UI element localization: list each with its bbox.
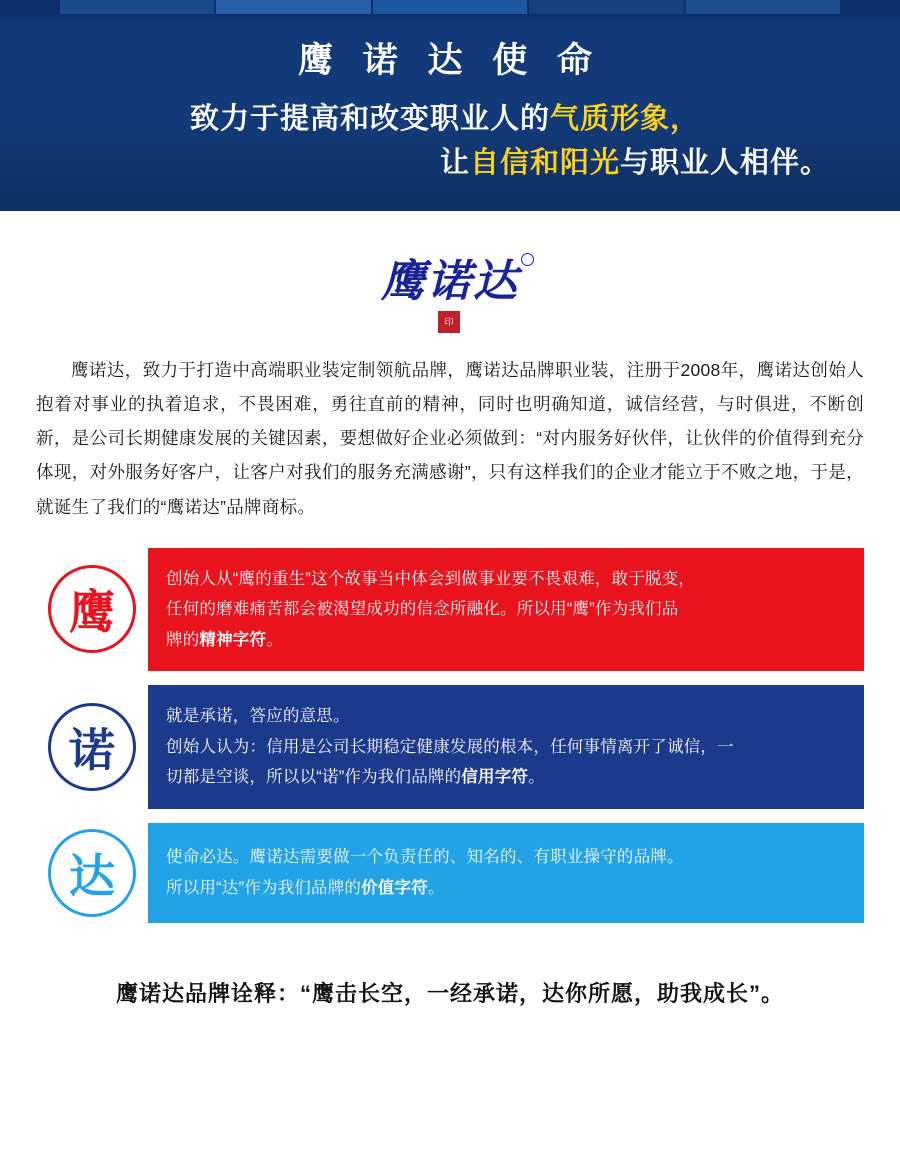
char-ring-ying xyxy=(48,565,136,653)
hero-banner xyxy=(0,18,900,211)
nuo-line-3 xyxy=(166,762,844,793)
intro-paragraph: 鹰诺达，致力于打造中高端职业装定制领航品牌，鹰诺达品牌职业装，注册于2008年，鹰诺达创始人抱着对事业的执着追求，不畏困难，勇往直前的精神，同时也明确知道，诚信经营，与时俱进，不断创新，是公司长期健康发展的关键因素，要想做好企业必须做到：“对内服务好伙伴，让伙伴的价值得到充分体现，对外服务好客户，让客户对我们的服务充满感谢”，只有这样我们的企业才能立于不败之地，于是，就诞生了我们的“鹰诺达”品牌商标。 xyxy=(36,360,864,517)
brand-logo-area xyxy=(0,211,900,345)
brand-row-ying-text xyxy=(148,548,864,672)
da-line-3 xyxy=(166,873,844,904)
ying-line-3 xyxy=(166,625,844,656)
char-badge-ying xyxy=(36,548,148,672)
da-line3-c: 。 xyxy=(427,878,445,897)
brand-row-da-text xyxy=(148,823,864,923)
hero-subtitle-line-2 xyxy=(40,142,860,186)
hero-subtitle-line-1 xyxy=(40,98,860,142)
char-badge-nuo xyxy=(36,685,148,809)
nuo-line-1: 就是承诺，答应的意思。 xyxy=(166,707,350,726)
nuo-line3-emphasis: 信用字符 xyxy=(461,768,529,787)
hero-line1-highlight: 气质形象， xyxy=(550,103,701,135)
thumbnail-2[interactable] xyxy=(216,0,370,14)
brand-logo xyxy=(360,251,540,331)
ying-line3-emphasis: 精神字符 xyxy=(199,630,267,649)
brand-slogan: 鹰诺达品牌诠释：“鹰击长空，一经承诺，达你所愿，助我成长”。 xyxy=(115,980,784,1006)
brand-row-nuo-text xyxy=(148,685,864,809)
registered-circle-icon xyxy=(521,253,534,266)
thumbnail-4[interactable] xyxy=(529,0,683,14)
thumbnail-5[interactable] xyxy=(686,0,840,14)
char-ying: 鹰 xyxy=(69,587,115,639)
brand-logo-text: 鹰诺达 xyxy=(381,257,519,306)
top-thumbnail-strip xyxy=(0,0,900,18)
hero-title: 鹰 诺 达 使 命 xyxy=(298,41,602,80)
hero-line2-prefix: 让 xyxy=(439,146,470,179)
brand-row-da xyxy=(36,823,864,923)
char-ring-da xyxy=(48,829,136,917)
brand-row-ying xyxy=(36,548,864,672)
nuo-line3-a: 切都是空谈，所以以“诺”作为我们品牌的 xyxy=(166,768,462,787)
char-da: 达 xyxy=(69,850,115,902)
brand-rows xyxy=(0,530,900,923)
thumbnail-1[interactable] xyxy=(60,0,214,14)
brand-row-nuo xyxy=(36,685,864,809)
ying-line-2: 任何的磨难痛苦都会被渴望成功的信念所融化。所以用“鹰”作为我们品 xyxy=(166,600,679,619)
char-nuo: 诺 xyxy=(69,724,115,776)
da-line3-a: 所以用“达”作为我们品牌的 xyxy=(166,878,362,897)
char-ring-nuo xyxy=(48,703,136,791)
nuo-line-2: 创始人认为：信用是公司长期稳定健康发展的根本，任何事情离开了诚信，一 xyxy=(166,737,734,756)
hero-line1-plain: 致力于提高和改变职业人的 xyxy=(189,103,550,135)
ying-line-1: 创始人从“鹰的重生”这个故事当中体会到做事业要不畏艰难，敢于脱变， xyxy=(166,569,696,588)
da-line-1: 使命必达。鹰诺达需要做一个负责任的、知名的、有职业操守的品牌。 xyxy=(166,848,684,867)
char-badge-da xyxy=(36,823,148,923)
da-line3-emphasis: 价值字符 xyxy=(361,878,428,897)
ying-line3-a: 牌的 xyxy=(166,630,200,649)
hero-line2-highlight: 自信和阳光 xyxy=(469,146,620,179)
nuo-line3-c: 。 xyxy=(528,768,545,787)
seal-stamp-icon: 印 xyxy=(438,311,460,333)
hero-line2-suffix: 与职业人相伴。 xyxy=(619,146,830,179)
ying-line3-c: 。 xyxy=(266,630,283,649)
thumbnail-3[interactable] xyxy=(373,0,527,14)
